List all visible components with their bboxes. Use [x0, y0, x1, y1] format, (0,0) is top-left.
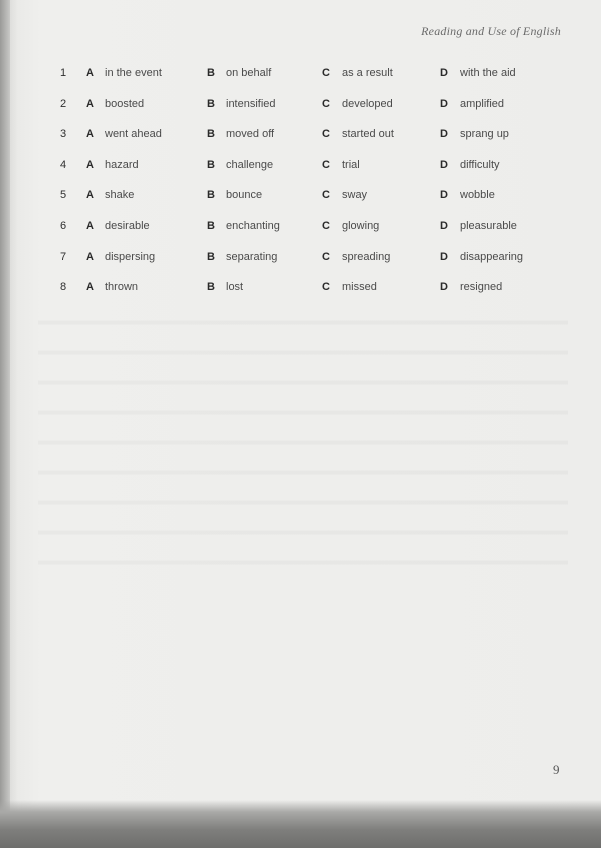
option-letter-d: D	[440, 189, 448, 202]
option-text-d: with the aid	[460, 67, 516, 79]
option-text-c: sway	[342, 189, 368, 202]
question-row	[56, 156, 556, 187]
option-letter-c: C	[322, 67, 330, 79]
option-letter-d: D	[440, 97, 448, 110]
option-letter-c: C	[322, 128, 330, 141]
option-letter-c: C	[322, 219, 330, 232]
option-text-b: bounce	[226, 189, 263, 202]
option-letter-a: A	[86, 128, 94, 141]
option-letter-a: A	[86, 158, 94, 171]
option-letter-a: A	[86, 281, 94, 294]
option-letter-c: C	[322, 158, 330, 171]
question-number: 7	[60, 250, 67, 263]
option-text-d: difficulty	[460, 158, 500, 171]
question-number: 4	[60, 158, 67, 171]
option-text-c: missed	[342, 281, 377, 294]
option-text-d: resigned	[460, 281, 503, 294]
question-row	[56, 125, 556, 156]
question-row	[56, 64, 556, 95]
option-text-c: developed	[342, 97, 393, 110]
option-text-c: spreading	[342, 250, 391, 263]
option-letter-d: D	[440, 67, 448, 79]
multiple-choice-list	[56, 64, 556, 309]
option-text-d: pleasurable	[460, 219, 517, 232]
page-binding-shadow	[0, 0, 10, 848]
question-number: 5	[60, 189, 67, 202]
question-row	[56, 186, 556, 217]
option-text-a: dispersing	[105, 250, 156, 263]
option-text-d: wobble	[460, 189, 495, 202]
question-number: 3	[60, 128, 67, 141]
option-text-a: desirable	[105, 219, 150, 232]
option-text-b: enchanting	[226, 219, 280, 232]
question-row	[56, 95, 556, 126]
option-letter-b: B	[207, 67, 215, 79]
question-row	[56, 217, 556, 248]
option-letter-a: A	[86, 67, 94, 79]
option-letter-c: C	[322, 97, 330, 110]
option-letter-d: D	[440, 219, 448, 232]
option-text-d: disappearing	[460, 250, 523, 263]
page-header-title: Reading and Use of English	[421, 24, 561, 38]
option-letter-d: D	[440, 250, 448, 263]
option-text-a: in the event	[105, 67, 162, 79]
question-number: 6	[60, 219, 67, 232]
question-number: 2	[60, 97, 67, 110]
option-text-b: on behalf	[226, 67, 272, 79]
option-text-a: thrown	[105, 281, 139, 294]
option-text-a: boosted	[105, 97, 145, 110]
option-text-b: intensified	[226, 97, 276, 110]
question-number: 8	[60, 281, 67, 294]
option-letter-b: B	[207, 250, 215, 263]
option-letter-b: B	[207, 281, 215, 294]
option-letter-d: D	[440, 158, 448, 171]
option-letter-b: B	[207, 128, 215, 141]
option-letter-c: C	[322, 281, 330, 294]
question-row	[56, 248, 556, 279]
option-letter-b: B	[207, 219, 215, 232]
page-number: 9	[553, 762, 560, 777]
option-letter-b: B	[207, 158, 215, 171]
option-text-c: started out	[342, 128, 394, 141]
option-text-a: hazard	[105, 158, 139, 171]
option-text-a: shake	[105, 189, 135, 202]
option-text-b: lost	[226, 281, 244, 294]
option-text-a: went ahead	[105, 128, 162, 141]
option-text-b: moved off	[226, 128, 275, 141]
option-letter-a: A	[86, 97, 94, 110]
option-text-c: trial	[342, 158, 360, 171]
option-text-d: amplified	[460, 97, 505, 110]
option-letter-d: D	[440, 281, 448, 294]
option-letter-c: C	[322, 189, 330, 202]
question-row	[56, 278, 556, 309]
faint-show-through-text	[38, 300, 568, 570]
option-text-d: sprang up	[460, 128, 509, 141]
option-letter-b: B	[207, 189, 215, 202]
option-letter-a: A	[86, 250, 94, 263]
option-text-c: as a result	[342, 67, 393, 79]
option-letter-a: A	[86, 219, 94, 232]
option-letter-b: B	[207, 97, 215, 110]
bottom-scan-shadow	[0, 800, 601, 848]
option-letter-c: C	[322, 250, 330, 263]
option-letter-a: A	[86, 189, 94, 202]
question-number: 1	[60, 67, 67, 79]
option-letter-d: D	[440, 128, 448, 141]
option-text-b: separating	[226, 250, 278, 263]
option-text-c: glowing	[342, 219, 380, 232]
option-text-b: challenge	[226, 158, 274, 171]
